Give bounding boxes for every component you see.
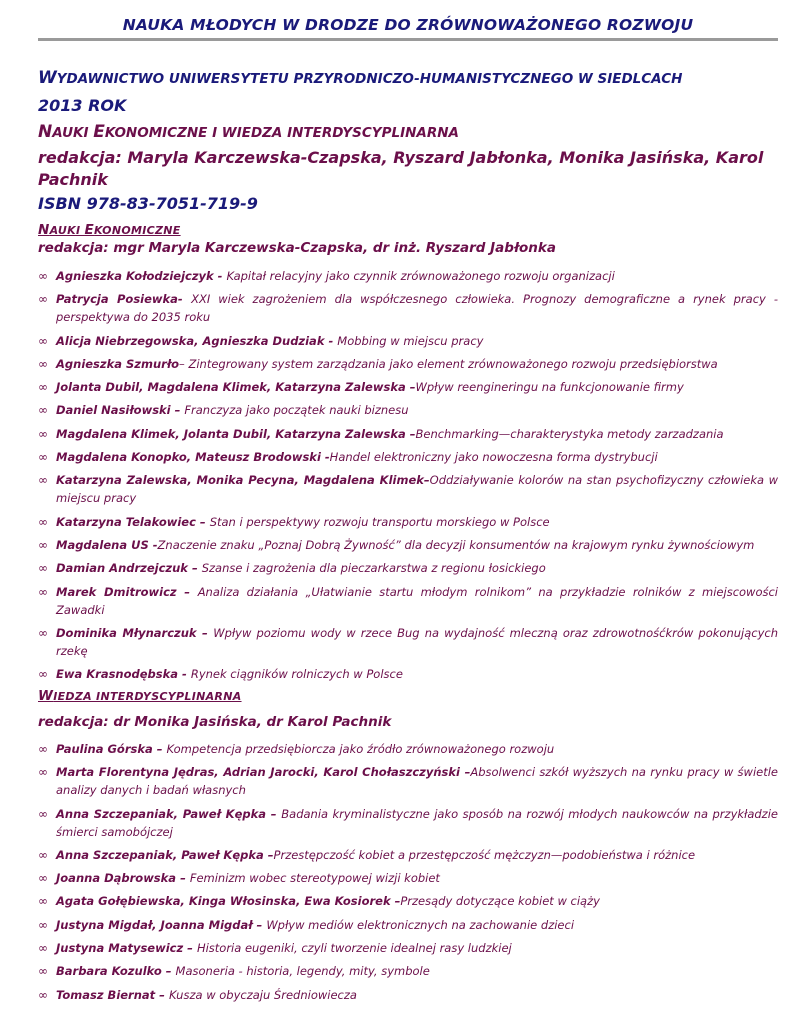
list-item (38, 559, 778, 577)
entry-authors: Agnieszka Szmurło (56, 356, 180, 371)
list-item (38, 448, 778, 466)
entry-title: Franczyza jako początek nauki biznesu (184, 403, 409, 418)
infinity-bullet-icon: ∞ (38, 806, 48, 821)
infinity-bullet-icon: ∞ (38, 561, 48, 576)
entry-authors: Katarzyna Telakowiec – (56, 514, 210, 529)
section2-editors: redakcja: dr Monika Jasińska, dr Karol Pachnik (38, 714, 392, 730)
entry-authors: Marek Dmitrowicz – (56, 584, 198, 599)
series-text-1: AUKI (52, 125, 94, 141)
entry-authors: Agnieszka Kołodziejczyk - (56, 269, 227, 283)
series-initial-2: E (93, 122, 105, 142)
list-item (38, 513, 778, 531)
entry-title: XXI wiek zagrożeniem dla współczesnego człowieka. Prognozy demograficzne a rynek pracy - perspektywa do 2035 roku (56, 292, 778, 325)
list-item (38, 624, 778, 660)
list-item (38, 665, 778, 683)
entry-title: Absolwenci szkół wyższych na rynku pracy w świetle analizy danych i badań własnych (56, 765, 778, 798)
section-title-wiedza-interdyscyplinarna (38, 688, 242, 704)
section1-editors: redakcja: mgr Maryla Karczewska-Czapska, dr inż. Ryszard Jabłonka (38, 240, 556, 256)
list-item (38, 962, 778, 980)
infinity-bullet-icon: ∞ (38, 964, 48, 979)
section2-text: IEDZA INTERDYSCYPLINARNA (53, 690, 242, 703)
year-line: 2013 ROK (38, 96, 127, 115)
entry-authors: Joanna Dąbrowska – (56, 871, 190, 886)
infinity-bullet-icon: ∞ (38, 269, 48, 283)
entry-title: Wpływ poziomu wody w rzece Bug na wydajność mleczną oraz zdrowotnośćkrów pokonujących rzekę (56, 625, 778, 658)
entry-authors: Alicja Niebrzegowska, Agnieszka Dudziak - (56, 333, 338, 348)
infinity-bullet-icon: ∞ (38, 894, 48, 909)
entry-authors: Anna Szczepaniak, Paweł Kępka – (56, 847, 274, 862)
list-item (38, 536, 778, 554)
list-item (38, 425, 778, 443)
infinity-bullet-icon: ∞ (38, 450, 48, 465)
infinity-bullet-icon: ∞ (38, 537, 48, 552)
isbn-line: ISBN 978-83-7051-719-9 (38, 194, 258, 213)
infinity-bullet-icon: ∞ (38, 473, 48, 488)
infinity-bullet-icon: ∞ (38, 333, 48, 348)
infinity-bullet-icon: ∞ (38, 871, 48, 886)
section1-entry-list (38, 267, 778, 688)
section-title-nauki-ekonomiczne (38, 222, 181, 238)
list-item (38, 805, 778, 841)
infinity-bullet-icon: ∞ (38, 917, 48, 932)
list-item (38, 378, 778, 396)
section1-initial-2: E (84, 222, 95, 238)
section1-text-1: AUKI (49, 224, 85, 237)
infinity-bullet-icon: ∞ (38, 667, 48, 682)
infinity-bullet-icon: ∞ (38, 742, 48, 756)
section2-entry-list (38, 740, 778, 1009)
list-item (38, 916, 778, 934)
infinity-bullet-icon: ∞ (38, 356, 48, 371)
entry-title: Kapitał relacyjny jako czynnik zrównoważonego rozwoju organizacji (226, 269, 615, 283)
list-item (38, 332, 778, 350)
list-item (38, 267, 778, 285)
entry-authors: Daniel Nasiłowski – (56, 403, 185, 418)
entry-authors: Dominika Młynarczuk – (56, 625, 214, 640)
entry-title: Oddziaływanie kolorów na stan psychofizyczny człowieka w miejscu pracy (56, 473, 778, 506)
list-item (38, 763, 778, 799)
entry-authors: Jolanta Dubil, Magdalena Klimek, Katarzyna Zalewska – (56, 380, 416, 395)
entry-authors: Ewa Krasnodębska - (56, 667, 191, 682)
entry-authors: Damian Andrzejczuk – (56, 561, 202, 576)
entry-title: Badania kryminalistyczne jako sposób na rozwój młodych naukowców na przykładzie śmierci samobójczej (56, 806, 778, 839)
series-text-2: KONOMICZNE I WIEDZA INTERDYSCYPLINARNA (104, 125, 459, 141)
list-item (38, 939, 778, 957)
entry-title: Znaczenie znaku „Poznaj Dobrą Żywność” dla decyzji konsumentów na krajowym rynku żywnościowym (157, 537, 755, 552)
entry-title: – Zintegrowany system zarządzania jako element zrównoważonego rozwoju przedsiębiorstwa (179, 356, 718, 371)
infinity-bullet-icon: ∞ (38, 625, 48, 640)
entry-authors: Magdalena US - (56, 537, 158, 552)
list-item (38, 355, 778, 373)
series-line (38, 122, 778, 142)
entry-authors: Justyna Migdał, Joanna Migdał – (56, 917, 267, 932)
entry-title: Przestępczość kobiet a przestępczość mężczyzn—podobieństwa i różnice (273, 847, 696, 862)
infinity-bullet-icon: ∞ (38, 292, 48, 307)
entry-title: Benchmarking—charakterystyka metody zarzadzania (415, 426, 724, 441)
infinity-bullet-icon: ∞ (38, 426, 48, 441)
entry-authors: Tomasz Biernat – (56, 987, 169, 1002)
entry-authors: Marta Florentyna Jędras, Adrian Jarocki, Karol Chołaszczyński – (56, 765, 471, 780)
entry-authors: Barbara Kozulko – (56, 964, 176, 979)
entry-title: Rynek ciągników rolniczych w Polsce (190, 667, 403, 682)
section1-text-2: KONOMICZNE (94, 224, 181, 237)
series-initial-1: N (38, 122, 53, 142)
entry-title: Masoneria - historia, legendy, mity, symbole (175, 964, 430, 979)
entry-authors: Paulina Górska – (56, 742, 167, 756)
list-item (38, 892, 778, 910)
publisher-initial: W (38, 68, 57, 88)
entry-title: Kusza w obyczaju Średniowiecza (168, 987, 357, 1002)
entry-title: Mobbing w miejscu pracy (337, 333, 484, 348)
entry-title: Wpływ reengineringu na funkcjonowanie firmy (415, 380, 684, 395)
infinity-bullet-icon: ∞ (38, 941, 48, 956)
entry-title: Analiza działania „Ułatwianie startu młodym rolnikom” na przykładzie rolników z miejscowości Zawadki (56, 584, 779, 617)
list-item (38, 401, 778, 419)
header-rule (38, 38, 778, 41)
infinity-bullet-icon: ∞ (38, 514, 48, 529)
infinity-bullet-icon: ∞ (38, 584, 48, 599)
section2-initial: W (38, 688, 54, 704)
list-item (38, 471, 778, 507)
entry-authors: Magdalena Klimek, Jolanta Dubil, Katarzyna Zalewska – (56, 426, 416, 441)
list-item (38, 290, 778, 326)
list-item (38, 846, 778, 864)
running-header: NAUKA MŁODYCH W DRODZE DO ZRÓWNOWAŻONEGO ROZWOJU (122, 16, 694, 34)
publisher-line (38, 68, 778, 88)
entry-title: Wpływ mediów elektronicznych na zachowanie dzieci (266, 917, 575, 932)
entry-title: Stan i perspektywy rozwoju transportu morskiego w Polsce (209, 514, 550, 529)
entry-title: Kompetencja przedsiębiorcza jako źródło zrównoważonego rozwoju (166, 742, 555, 756)
list-item (38, 583, 778, 619)
entry-authors: Katarzyna Zalewska, Monika Pecyna, Magdalena Klimek– (56, 473, 430, 488)
entry-title: Przesądy dotyczące kobiet w ciąży (400, 894, 600, 909)
infinity-bullet-icon: ∞ (38, 380, 48, 395)
list-item (38, 986, 778, 1004)
editors-line: redakcja: Maryla Karczewska-Czapska, Ryszard Jabłonka, Monika Jasińska, Karol Pachnik (38, 148, 764, 189)
infinity-bullet-icon: ∞ (38, 847, 48, 862)
entry-authors: Agata Gołębiewska, Kinga Włosinska, Ewa Kosiorek – (56, 894, 401, 909)
section1-initial-1: N (38, 222, 50, 238)
entry-title: Szanse i zagrożenia dla pieczarkarstwa z regionu łosickiego (201, 561, 546, 576)
list-item (38, 869, 778, 887)
entry-title: Historia eugeniki, czyli tworzenie idealnej rasy ludzkiej (196, 941, 512, 956)
entry-authors: Magdalena Konopko, Mateusz Brodowski - (56, 450, 330, 465)
infinity-bullet-icon: ∞ (38, 987, 48, 1002)
entry-authors: Patrycja Posiewka- (56, 292, 192, 307)
entry-authors: Justyna Matysewicz – (56, 941, 197, 956)
infinity-bullet-icon: ∞ (38, 403, 48, 418)
infinity-bullet-icon: ∞ (38, 765, 48, 780)
entry-authors: Anna Szczepaniak, Paweł Kępka – (56, 806, 282, 821)
publisher-text: YDAWNICTWO UNIWERSYTETU PRZYRODNICZO-HUMANISTYCZNEGO W SIEDLCACH (56, 71, 683, 87)
list-item (38, 740, 778, 758)
entry-title: Handel elektroniczny jako nowoczesna forma dystrybucji (329, 450, 658, 465)
entry-title: Feminizm wobec stereotypowej wizji kobiet (189, 871, 440, 886)
